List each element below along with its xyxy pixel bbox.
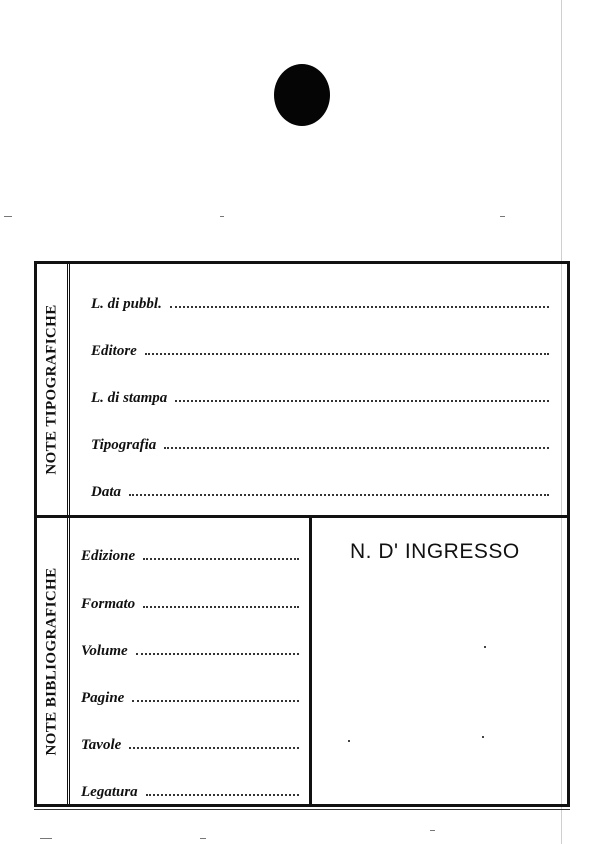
field-luogo-stampa (91, 383, 549, 407)
fill-line (143, 606, 299, 608)
field-label: L. di stampa (91, 390, 168, 406)
fill-line (175, 400, 549, 402)
section-label: NOTE TIPOGRAFICHE (43, 304, 60, 475)
punch-hole (274, 64, 330, 126)
fill-line (146, 794, 299, 796)
scan-speck (4, 216, 12, 217)
field-label: Data (91, 484, 121, 500)
fill-line (129, 747, 299, 749)
scan-speck (348, 740, 350, 742)
field-legatura (81, 777, 299, 801)
field-formato (81, 589, 299, 613)
field-label: Tavole (81, 737, 122, 753)
scan-speck (40, 838, 52, 839)
note-tipografiche-section (37, 264, 567, 518)
scan-speck (500, 216, 505, 217)
field-editore (91, 336, 549, 360)
field-data (91, 477, 549, 501)
scan-speck (484, 646, 486, 648)
field-label: Pagine (81, 690, 125, 706)
fill-line (136, 653, 299, 655)
fill-line (143, 558, 299, 560)
field-label: Volume (81, 643, 128, 659)
fill-line (170, 306, 549, 308)
scan-speck (430, 830, 435, 831)
scan-speck (220, 216, 224, 217)
field-volume (81, 636, 299, 660)
fill-line (132, 700, 299, 702)
ingresso-box (312, 518, 567, 804)
tipografiche-fields (77, 264, 559, 515)
catalog-card (34, 261, 570, 807)
field-label: Tipografia (91, 437, 157, 453)
side-label-tipografiche (37, 264, 70, 515)
field-label: Formato (81, 596, 136, 612)
fill-line (145, 353, 549, 355)
section-label: NOTE BIBLIOGRAFICHE (43, 566, 60, 756)
field-luogo-pubblicazione (91, 289, 549, 313)
numero-ingresso-label: N. D' INGRESSO (350, 540, 520, 563)
fill-line (164, 447, 549, 449)
scan-speck (482, 736, 484, 738)
field-label: Editore (91, 343, 137, 359)
field-label: Edizione (81, 548, 136, 564)
field-edizione (81, 541, 299, 565)
scan-speck (200, 838, 206, 839)
field-tipografia (91, 430, 549, 454)
note-bibliografiche-section (37, 518, 567, 804)
field-tavole (81, 730, 299, 754)
field-label: Legatura (81, 784, 138, 800)
field-pagine (81, 683, 299, 707)
field-label: L. di pubbl. (91, 296, 162, 312)
bibliografiche-fields (67, 518, 312, 804)
fill-line (129, 494, 549, 496)
side-label-bibliografiche (37, 518, 70, 804)
